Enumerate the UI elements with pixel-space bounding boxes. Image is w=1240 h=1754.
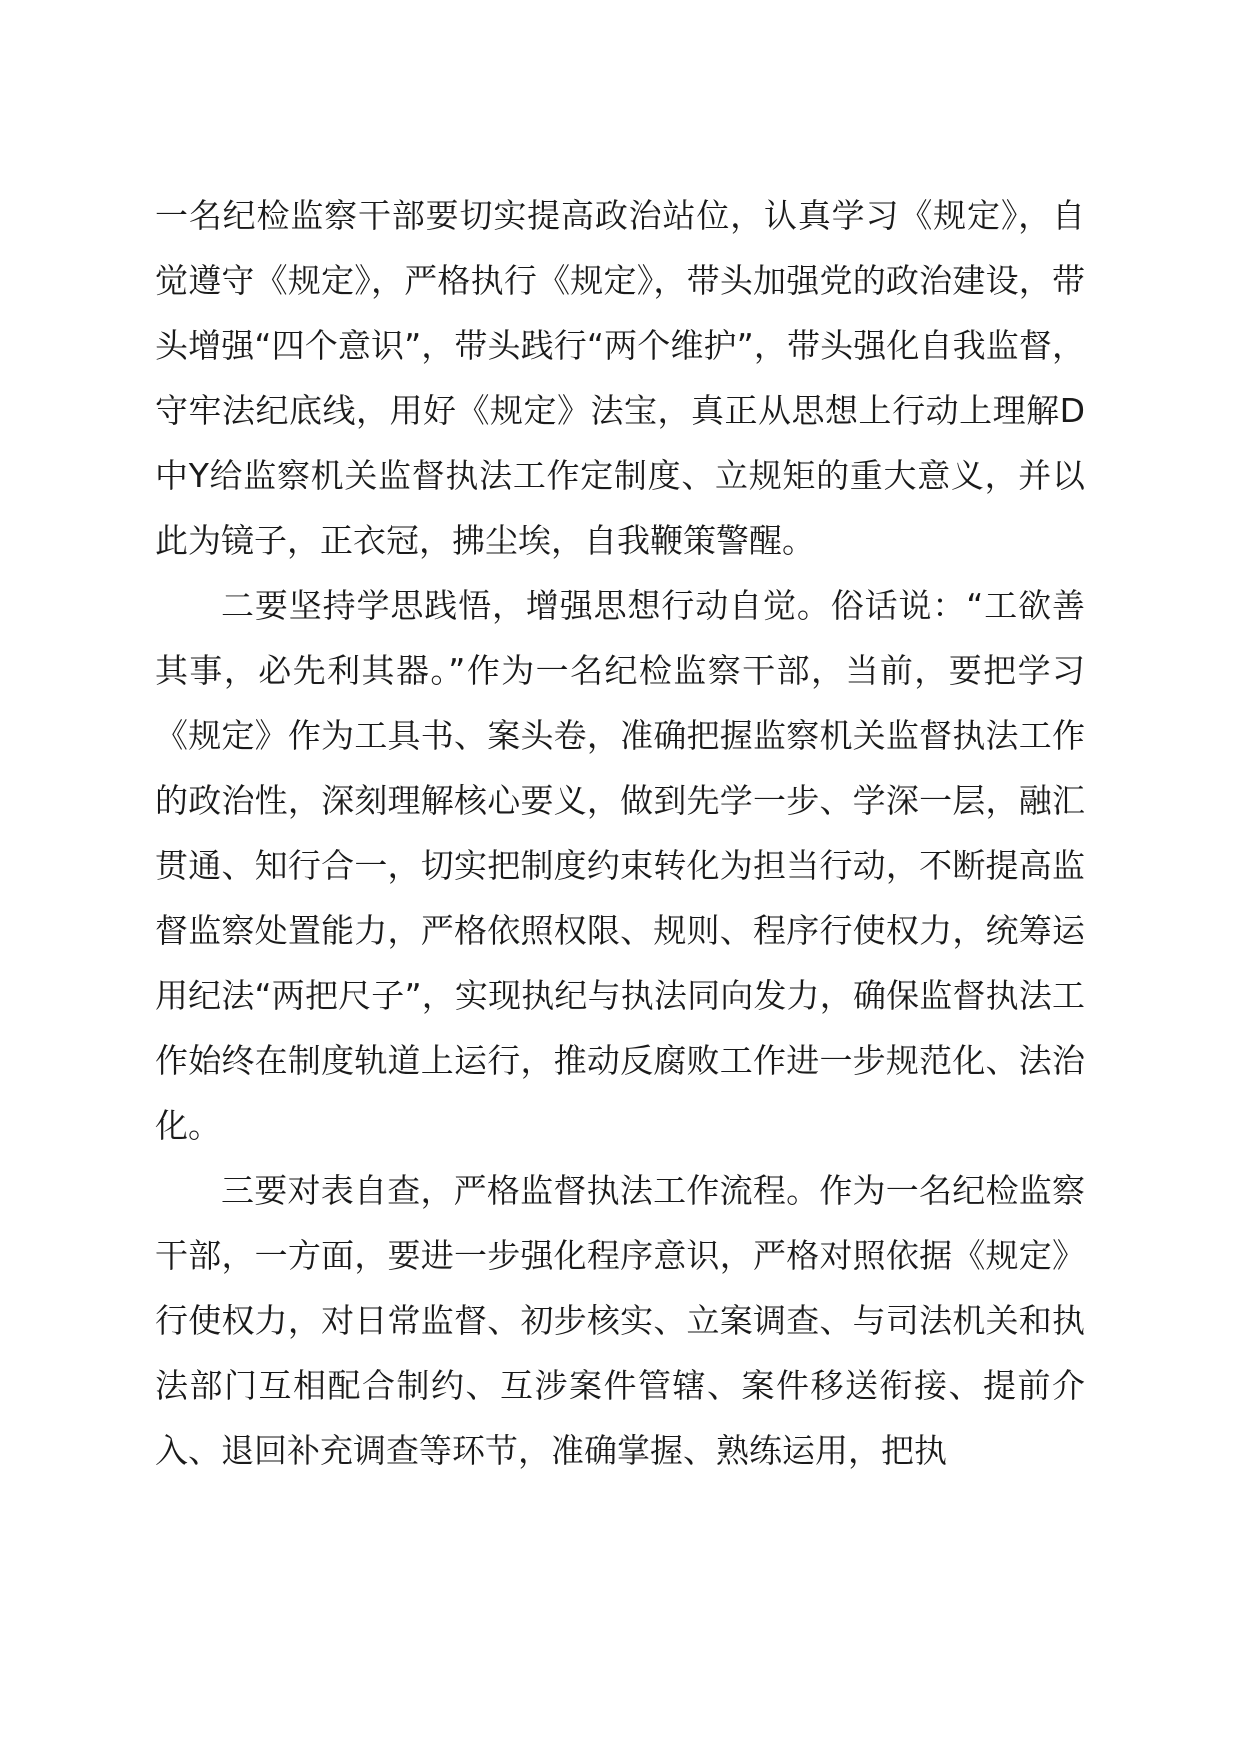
paragraph-2: 二要坚持学思践悟，增强思想行动自觉。俗话说：“工欲善其事，必先利其器。”作为一名纪检监察干部，当前，要把学习《规定》作为工具书、案头卷，准确把握监察机关监督执法工作的政治性，深刻理解核心要义，做到先学一步、学深一层，融汇贯通、知行合一，切实把制度约束转化为担当行动，不断提高监督监察处置能力，严格依照权限、规则、程序行使权力，统筹运用纪法“两把尺子”，实现执纪与执法同向发力，确保监督执法工作始终在制度轨道上运行，推动反腐败工作进一步规范化、法治化。: [155, 586, 1085, 1145]
paragraph-1: 一名纪检监察干部要切实提高政治站位，认真学习《规定》，自觉遵守《规定》，严格执行《规定》，带头加强党的政治建设，带头增强“四个意识”，带头践行“两个维护”，带头强化自我监督，守牢法纪底线，用好《规定》法宝，真正从思想上行动上理解D中Y给监察机关监督执法工作定制度、立规矩的重大意义，并以此为镜子，正衣冠，拂尘埃，自我鞭策警醒。: [155, 196, 1085, 560]
paragraph-3: 三要对表自查，严格监督执法工作流程。作为一名纪检监察干部，一方面，要进一步强化程序意识，严格对照依据《规定》行使权力，对日常监督、初步核实、立案调查、与司法机关和执法部门互相配合制约、互涉案件管辖、案件移送衔接、提前介入、退回补充调查等环节，准确掌握、熟练运用，把执: [155, 1171, 1085, 1470]
document-body: [155, 183, 1085, 1483]
